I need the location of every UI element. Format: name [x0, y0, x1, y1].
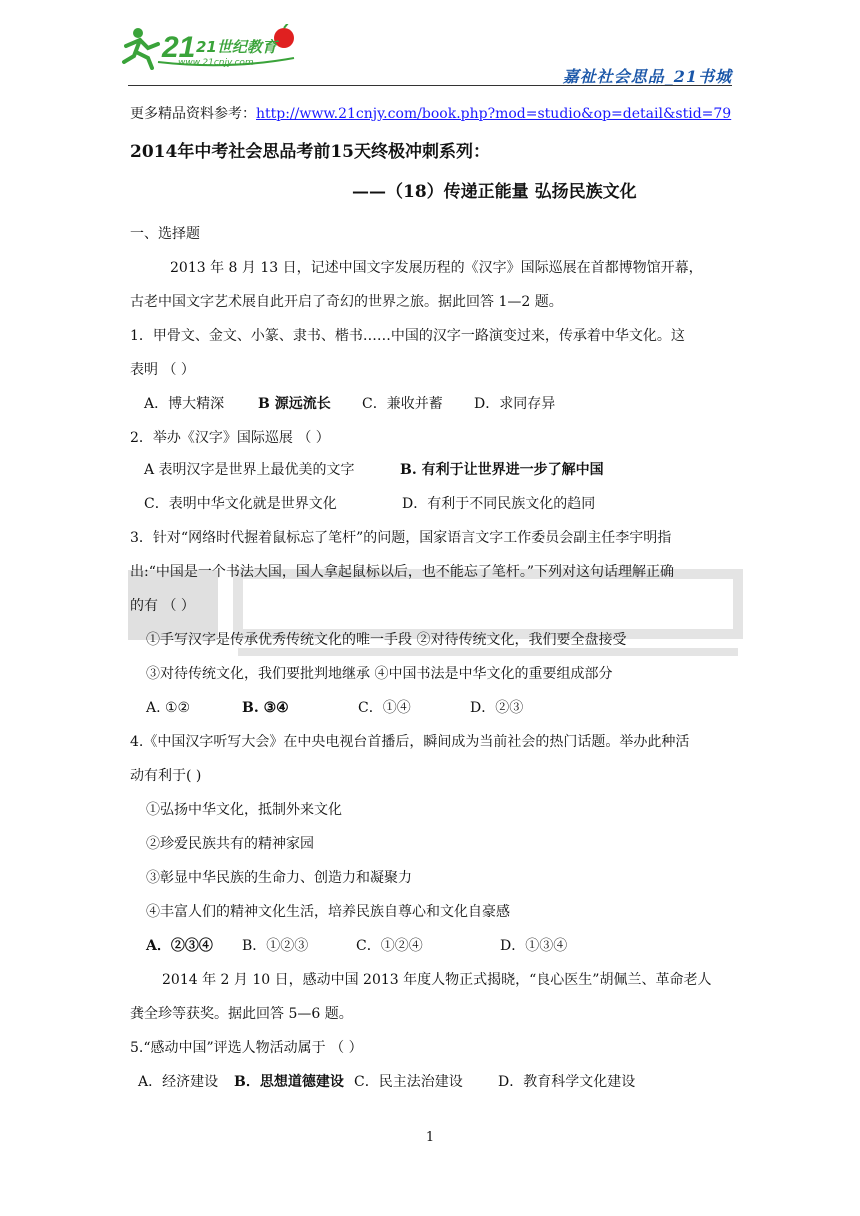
q4-statement: ④丰富人们的精神文化生活，培养民族自尊心和文化自豪感 [146, 904, 510, 920]
q3-option-b: B. ③④ [242, 700, 289, 716]
q4-option-b: B．①②③ [242, 938, 309, 954]
q3-option-d: D．②③ [470, 700, 524, 716]
q1-option-a: A．博大精深 [144, 396, 225, 412]
paragraph-line: 2014 年 2 月 10 日，感动中国 2013 年度人物正式揭晓，“良心医生”胡佩兰、革命老人 [162, 972, 712, 988]
q5-option-c: C．民主法治建设 [354, 1074, 463, 1090]
question-5: 5.“感动中国”评选人物活动属于 （ ） [130, 1040, 363, 1056]
q3-option-a: A. ①② [146, 700, 191, 716]
svg-text:21: 21 [162, 31, 196, 64]
q5-option-a: A．经济建设 [138, 1074, 219, 1090]
header-divider [128, 85, 732, 86]
q1-option-c: C．兼收并蓄 [362, 396, 443, 412]
page-number: 1 [425, 1130, 435, 1145]
q1-option-d: D．求同存异 [474, 396, 556, 412]
page-subtitle: ——（18）传递正能量 弘扬民族文化 [352, 182, 637, 202]
q4-statement: ②珍爱民族共有的精神家园 [146, 836, 314, 852]
logo-text: 21世纪教育 [196, 38, 277, 56]
question-3-cont: 出:“中国是一个书法大国，国人拿起鼠标以后，也不能忘了笔杆。”下列对这句话理解正确 [130, 564, 675, 580]
section-heading: 一、选择题 [130, 226, 200, 242]
question-1-cont: 表明 （ ） [130, 362, 195, 378]
q2-option-c: C．表明中华文化就是世界文化 [144, 496, 337, 512]
reference-line [130, 104, 731, 124]
q4-option-d: D．①③④ [500, 938, 568, 954]
logo-url-text: www.21cnjy.com [178, 58, 254, 68]
q5-option-b: B．思想道德建设 [234, 1074, 344, 1090]
q4-statement: ③彰显中华民族的生命力、创造力和凝聚力 [146, 870, 412, 886]
question-4: 4.《中国汉字听写大会》在中央电视台首播后，瞬间成为当前社会的热门话题。举办此种活 [130, 734, 690, 750]
reference-link[interactable]: http://www.21cnjy.com/book.php?mod=studio&op=detail&stid=79 [256, 106, 732, 122]
question-1: 1．甲骨文、金文、小篆、隶书、楷书……中国的汉字一路演变过来，传承着中华文化。这 [130, 328, 685, 344]
question-4-cont: 动有利于( ) [130, 768, 202, 784]
q2-option-d: D．有利于不同民族文化的趋同 [402, 496, 596, 512]
question-3: 3．针对“网络时代握着鼠标忘了笔杆”的问题，国家语言文字工作委员会副主任李宇明指 [130, 530, 672, 546]
paragraph-line: 龚全珍等获奖。据此回答 5—6 题。 [130, 1006, 353, 1022]
q3-statement: ①手写汉字是传承优秀传统文化的唯一手段 ②对待传统文化，我们要全盘接受 [146, 632, 627, 648]
q3-statement: ③对待传统文化，我们要批判地继承 ④中国书法是中华文化的重要组成部分 [146, 666, 613, 682]
q2-option-a: A 表明汉字是世界上最优美的文字 [144, 462, 355, 478]
q3-option-c: C．①④ [358, 700, 411, 716]
question-3-cont: 的有 （ ） [130, 598, 195, 614]
q5-option-d: D．教育科学文化建设 [498, 1074, 636, 1090]
page-title: 2014年中考社会思品考前15天终极冲刺系列： [130, 142, 490, 162]
q4-option-a: A．②③④ [146, 938, 213, 954]
paragraph-line: 古老中国文字艺术展自此开启了奇幻的世界之旅。据此回答 1—2 题。 [130, 294, 563, 310]
question-2: 2．举办《汉字》国际巡展 （ ） [130, 430, 330, 446]
q1-option-b: B 源远流长 [258, 396, 331, 412]
header-site-name: 嘉祉社会思品_21书城 [562, 67, 732, 86]
q4-statement: ①弘扬中华文化，抵制外来文化 [146, 802, 342, 818]
q4-option-c: C．①②④ [356, 938, 423, 954]
q2-option-b: B. 有利于让世界进一步了解中国 [400, 462, 604, 478]
reference-label: 更多精品资料参考： [130, 106, 256, 122]
paragraph-line: 2013 年 8 月 13 日，记述中国文字发展历程的《汉字》国际巡展在首都博物馆开幕， [170, 260, 703, 276]
